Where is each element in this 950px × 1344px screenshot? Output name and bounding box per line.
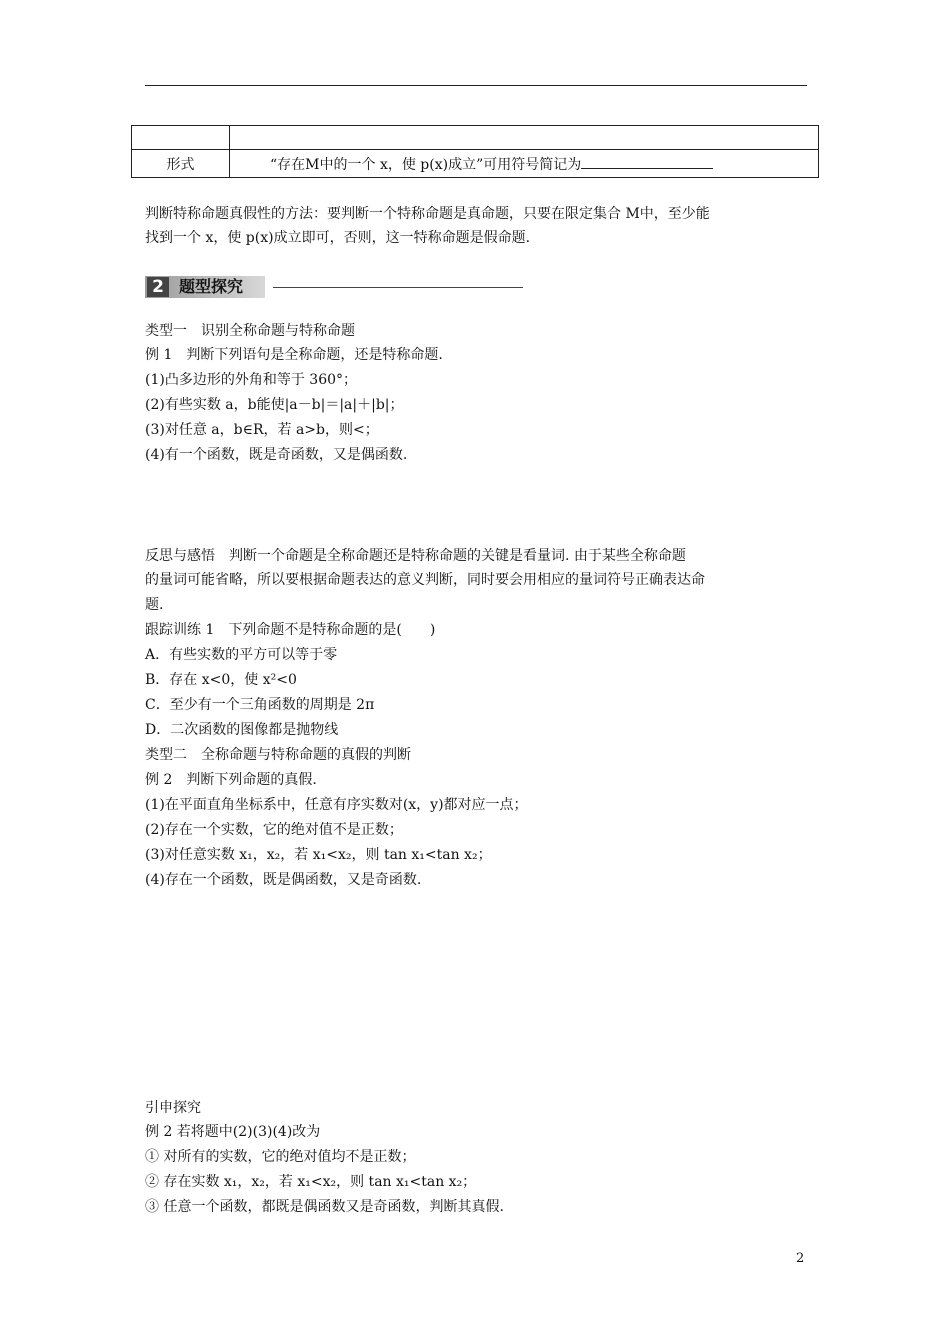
reflection-line-1: 反思与感悟 判断一个命题是全称命题还是特称命题的关键是看量词. 由于某些全称命题 (145, 548, 686, 564)
section-title: 题型探究 (179, 277, 244, 296)
type-one-heading: 类型一 识别全称命题与特称命题 (145, 323, 355, 339)
form-text (230, 150, 819, 178)
table-row (132, 150, 819, 178)
method-paragraph-line-2: 找到一个 x，使 p(x)成立即可，否则，这一特称命题是假命题. (145, 230, 531, 246)
option-c: C．至少有一个三角函数的周期是 2π (145, 697, 375, 713)
reflection-line-2: 的量词可能省略，所以要根据命题表达的意义判断，同时要会用相应的量词符号正确表达命 (145, 572, 705, 588)
option-a: A．有些实数的平方可以等于零 (145, 647, 338, 663)
extension-item-3: ③ 任意一个函数，都既是偶函数又是奇函数，判断其真假. (145, 1199, 504, 1215)
reflection-line-3: 题. (145, 597, 164, 613)
definition-table (131, 125, 819, 178)
section-rule (273, 287, 523, 288)
extension-item-1: ① 对所有的实数，它的绝对值均不是正数； (145, 1149, 416, 1165)
example-1-item-3: (3)对任意 a，b∈R，若 a>b，则<； (145, 422, 379, 438)
extension-heading: 引申探究 (145, 1100, 201, 1116)
header-rule (145, 85, 807, 86)
page-number: 2 (796, 1251, 805, 1266)
fill-blank[interactable] (581, 156, 713, 169)
example-2-item-3: (3)对任意实数 x₁，x₂，若 x₁<x₂，则 tan x₁<tan x₂； (145, 847, 492, 863)
section-number: 2 (147, 277, 169, 297)
example-1-title: 例 1 判断下列语句是全称命题，还是特称命题. (145, 347, 443, 363)
example-2-item-4: (4)存在一个函数，既是偶函数，又是奇函数. (145, 872, 422, 888)
type-two-heading: 类型二 全称命题与特称命题的真假的判断 (145, 747, 411, 763)
example-2-item-2: (2)存在一个实数，它的绝对值不是正数； (145, 822, 403, 838)
form-description: “存在M中的一个 x，使 p(x)成立”可用符号简记为 (270, 156, 582, 173)
extension-intro: 例 2 若将题中(2)(3)(4)改为 (145, 1124, 321, 1140)
method-paragraph-line-1: 判断特称命题真假性的方法：要判断一个特称命题是真命题，只要在限定集合 M中，至少能 (145, 206, 710, 222)
example-1-item-4: (4)有一个函数，既是奇函数，又是偶函数. (145, 447, 408, 463)
table-cell-empty (132, 126, 230, 150)
table-cell-empty (230, 126, 819, 150)
table-row (132, 126, 819, 150)
example-1-item-1: (1)凸多边形的外角和等于 360°； (145, 372, 358, 388)
example-2-item-1: (1)在平面直角坐标系中，任意有序实数对(x，y)都对应一点； (145, 797, 528, 813)
example-2-title: 例 2 判断下列命题的真假. (145, 772, 317, 788)
form-label: 形式 (132, 150, 230, 178)
option-b: B．存在 x<0，使 x²<0 (145, 672, 297, 688)
example-1-item-2: (2)有些实数 a，b能使|a－b|＝|a|＋|b|； (145, 397, 404, 413)
extension-item-2: ② 存在实数 x₁，x₂，若 x₁<x₂，则 tan x₁<tan x₂； (145, 1174, 477, 1190)
exercise-1-title: 跟踪训练 1 下列命题不是特称命题的是( ) (145, 622, 436, 638)
option-d: D．二次函数的图像都是抛物线 (145, 722, 339, 738)
